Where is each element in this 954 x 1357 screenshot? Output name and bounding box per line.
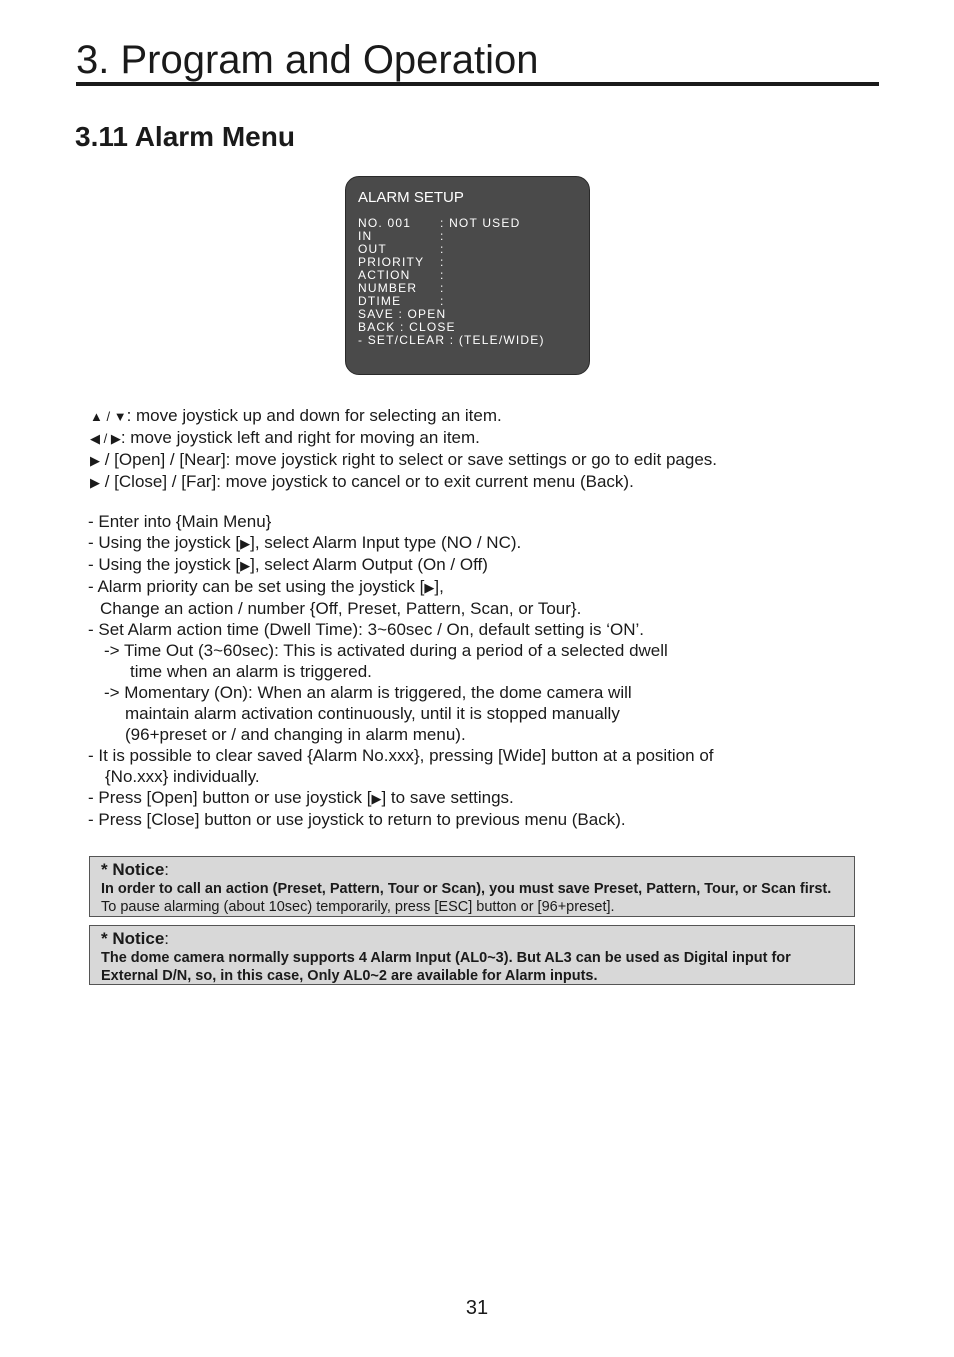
step-text: ], xyxy=(434,577,444,596)
osd-title: ALARM SETUP xyxy=(358,189,464,206)
notice-body xyxy=(101,949,843,985)
right-arrow-icon: ▶ xyxy=(240,536,251,551)
right-arrow-icon: ▶ xyxy=(90,475,100,490)
step-line: time when an alarm is triggered. xyxy=(130,662,372,681)
step-line: (96+preset or / and changing in alarm menu). xyxy=(125,725,466,744)
notice-text: To pause alarming (about 10sec) temporarily, press [ESC] button or [96+preset]. xyxy=(101,899,615,915)
notice-label: * Notice xyxy=(101,929,165,948)
step-line: maintain alarm activation continuously, until it is stopped manually xyxy=(125,704,620,723)
osd-row-value: : NOT USED xyxy=(440,216,521,230)
notice-label: * Notice xyxy=(101,860,165,879)
osd-back-line: BACK : CLOSE xyxy=(358,320,456,334)
osd-row-label: ACTION xyxy=(358,268,411,282)
osd-row-value: : xyxy=(440,255,445,269)
notice-colon: : xyxy=(164,929,170,948)
osd-save-line: SAVE : OPEN xyxy=(358,307,447,321)
joystick-key-legend xyxy=(90,405,717,493)
legend-up-down xyxy=(90,405,717,427)
notice-bold-text: In order to call an action (Preset, Pattern, Tour or Scan), you must save Preset, Pattern, Tour, or Scan first. xyxy=(101,881,832,897)
step-text: ] to save settings. xyxy=(381,788,514,807)
notice-colon: : xyxy=(164,860,170,879)
section-title: 3.11 Alarm Menu xyxy=(75,121,295,152)
osd-set-clear-line: - SET/CLEAR : (TELE/WIDE) xyxy=(358,333,545,347)
step-line: - Set Alarm action time (Dwell Time): 3~60sec / On, default setting is ‘ON’. xyxy=(88,620,645,639)
osd-row-label: NUMBER xyxy=(358,281,418,295)
up-down-arrow-icon: ▲ / ▼ xyxy=(90,409,127,424)
osd-row-label: OUT xyxy=(358,242,387,256)
legend-text: / [Close] / [Far]: move joystick to cancel or to exit current menu (Back). xyxy=(100,472,634,491)
osd-row-value: : xyxy=(440,268,445,282)
osd-row-value: : xyxy=(440,229,445,243)
step-line xyxy=(88,554,714,576)
notice-body xyxy=(101,880,843,916)
osd-row-label: NO. 001 xyxy=(358,216,412,230)
step-text: ], select Alarm Output (On / Off) xyxy=(250,555,488,574)
right-arrow-icon: ▶ xyxy=(371,791,382,806)
step-line: Change an action / number {Off, Preset, Pattern, Scan, or Tour}. xyxy=(100,599,582,618)
instruction-list xyxy=(88,511,714,830)
notice-heading xyxy=(101,929,843,949)
legend-left-right xyxy=(90,427,717,449)
left-right-arrow-icon: ◀ / ▶ xyxy=(90,431,121,446)
right-arrow-icon: ▶ xyxy=(90,453,100,468)
legend-text: : move joystick up and down for selecting an item. xyxy=(126,406,502,425)
notice-heading xyxy=(101,860,843,880)
notice-box xyxy=(89,856,855,917)
step-line: -> Time Out (3~60sec): This is activated during a period of a selected dwell xyxy=(104,641,668,660)
legend-text: : move joystick left and right for moving an item. xyxy=(120,428,480,447)
title-rule xyxy=(76,82,879,86)
step-text: ], select Alarm Input type (NO / NC). xyxy=(250,533,522,552)
osd-row-label: IN xyxy=(358,229,373,243)
alarm-setup-osd-panel xyxy=(345,176,590,375)
step-line: {No.xxx} individually. xyxy=(105,767,260,786)
notice-bold-text: The dome camera normally supports 4 Alarm Input (AL0~3). But AL3 can be used as Digital input for External D/N, so, in this case, Only AL0~2 are available for Alarm inputs. xyxy=(101,950,791,984)
osd-row-label: PRIORITY xyxy=(358,255,425,269)
osd-row-value: : xyxy=(440,294,445,308)
osd-row-label: DTIME xyxy=(358,294,402,308)
step-text: - Using the joystick [ xyxy=(88,555,241,574)
legend-close xyxy=(90,471,717,493)
page-number: 31 xyxy=(465,1297,489,1319)
legend-open xyxy=(90,449,717,471)
step-line xyxy=(88,576,714,598)
step-line: -> Momentary (On): When an alarm is triggered, the dome camera will xyxy=(104,683,632,702)
step-line xyxy=(88,787,714,809)
osd-menu-list xyxy=(358,217,545,347)
step-line: - Enter into {Main Menu} xyxy=(88,512,272,531)
page-title: 3. Program and Operation xyxy=(76,38,539,82)
osd-row-value: : xyxy=(440,242,445,256)
step-text: - Using the joystick [ xyxy=(88,533,241,552)
osd-row-value: : xyxy=(440,281,445,295)
step-line: - Press [Close] button or use joystick to return to previous menu (Back). xyxy=(88,810,626,829)
step-text: - Press [Open] button or use joystick [ xyxy=(88,788,372,807)
notice-box xyxy=(89,925,855,985)
step-text: - Alarm priority can be set using the joystick [ xyxy=(88,577,425,596)
step-line: - It is possible to clear saved {Alarm No.xxx}, pressing [Wide] button at a position of xyxy=(88,746,714,765)
step-line xyxy=(88,532,714,554)
right-arrow-icon: ▶ xyxy=(240,558,251,573)
osd-row-no xyxy=(358,217,545,230)
right-arrow-icon: ▶ xyxy=(424,580,435,595)
legend-text: / [Open] / [Near]: move joystick right to select or save settings or go to edit pages. xyxy=(100,450,718,469)
